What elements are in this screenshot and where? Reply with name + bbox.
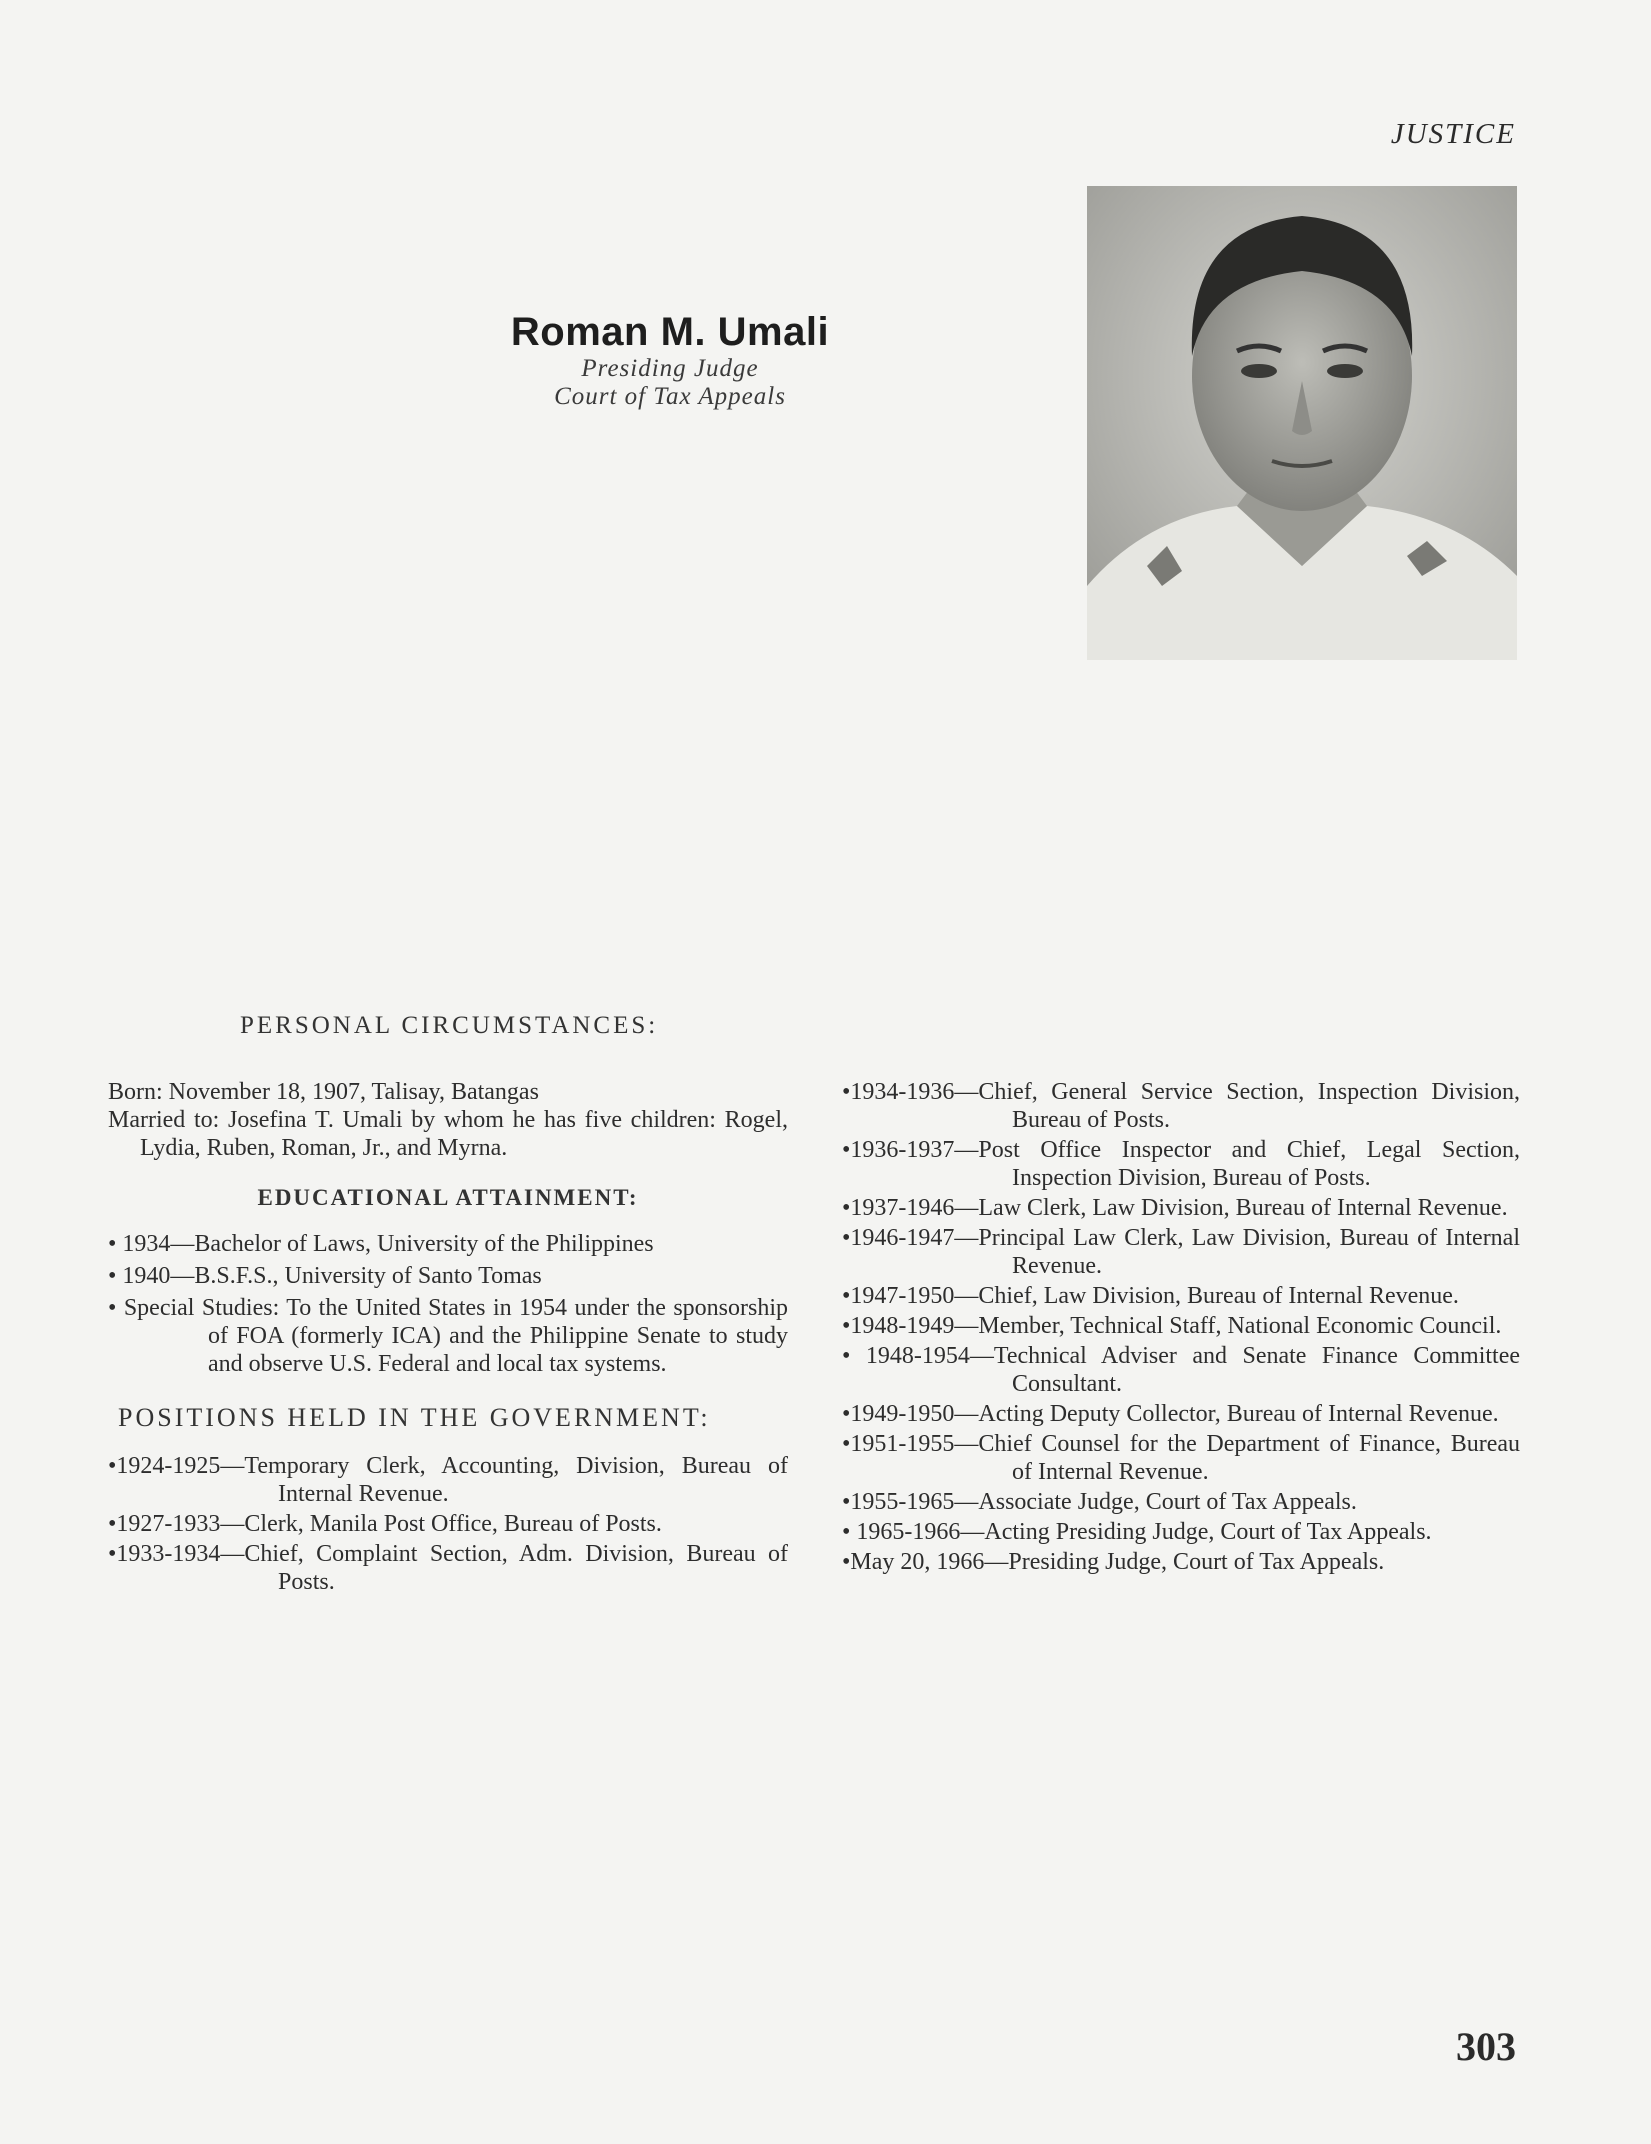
personal-heading: PERSONAL CIRCUMSTANCES: xyxy=(240,1012,659,1039)
position-item: •May 20, 1966—Presiding Judge, Court of Tax Appeals. xyxy=(842,1549,1385,1575)
position-item: •1948-1949—Member, Technical Staff, National Economic Council. xyxy=(842,1313,1502,1339)
left-column xyxy=(108,1078,788,1598)
right-column xyxy=(842,1078,1520,1578)
position-item: •1936-1937—Post Office Inspector and Chief, Legal Section, Inspection Division, Bureau of Posts. xyxy=(842,1137,1520,1191)
section-label: JUSTICE xyxy=(1390,118,1516,150)
education-item: • Special Studies: To the United States in 1954 under the sponsorship of FOA (formerly ICA) and the Philippine Senate to study and observe U.S. Federal and local tax systems. xyxy=(108,1295,788,1377)
position-item: •1951-1955—Chief Counsel for the Department of Finance, Bureau of Internal Revenue. xyxy=(842,1431,1520,1485)
position-item: •1946-1947—Principal Law Clerk, Law Division, Bureau of Internal Revenue. xyxy=(842,1225,1520,1279)
position-item: •1924-1925—Temporary Clerk, Accounting, Division, Bureau of Internal Revenue. xyxy=(108,1453,788,1507)
position-item: •1955-1965—Associate Judge, Court of Tax Appeals. xyxy=(842,1489,1357,1515)
position-item: • 1948-1954—Technical Adviser and Senate Finance Committee Consultant. xyxy=(842,1343,1520,1397)
position-item: •1947-1950—Chief, Law Division, Bureau of Internal Revenue. xyxy=(842,1283,1459,1309)
education-item: • 1940—B.S.F.S., University of Santo Tomas xyxy=(108,1263,542,1289)
marriage-info: Married to: Josefina T. Umali by whom he has five children: Rogel, Lydia, Ruben, Roman, Jr., and Myrna. xyxy=(108,1107,788,1161)
birth-info: Born: November 18, 1907, Talisay, Batangas xyxy=(108,1079,539,1105)
portrait-photo xyxy=(1087,186,1517,660)
position-title: Presiding Judge xyxy=(581,355,759,382)
position-item: •1933-1934—Chief, Complaint Section, Adm. Division, Bureau of Posts. xyxy=(108,1541,788,1595)
position-item: •1927-1933—Clerk, Manila Post Office, Bureau of Posts. xyxy=(108,1511,662,1537)
position-item: •1937-1946—Law Clerk, Law Division, Bureau of Internal Revenue. xyxy=(842,1195,1508,1221)
person-name: Roman M. Umali xyxy=(510,310,830,354)
position-court: Court of Tax Appeals xyxy=(554,383,786,410)
education-heading: EDUCATIONAL ATTAINMENT: xyxy=(257,1185,639,1210)
position-item: • 1965-1966—Acting Presiding Judge, Court of Tax Appeals. xyxy=(842,1519,1432,1545)
profile-heading xyxy=(470,310,870,411)
page-number: 303 xyxy=(1456,2024,1516,2069)
position-item: •1949-1950—Acting Deputy Collector, Bureau of Internal Revenue. xyxy=(842,1401,1499,1427)
positions-heading: POSITIONS HELD IN THE GOVERNMENT: xyxy=(118,1403,711,1432)
education-item: • 1934—Bachelor of Laws, University of the Philippines xyxy=(108,1231,654,1257)
position-item: •1934-1936—Chief, General Service Section, Inspection Division, Bureau of Posts. xyxy=(842,1079,1520,1133)
